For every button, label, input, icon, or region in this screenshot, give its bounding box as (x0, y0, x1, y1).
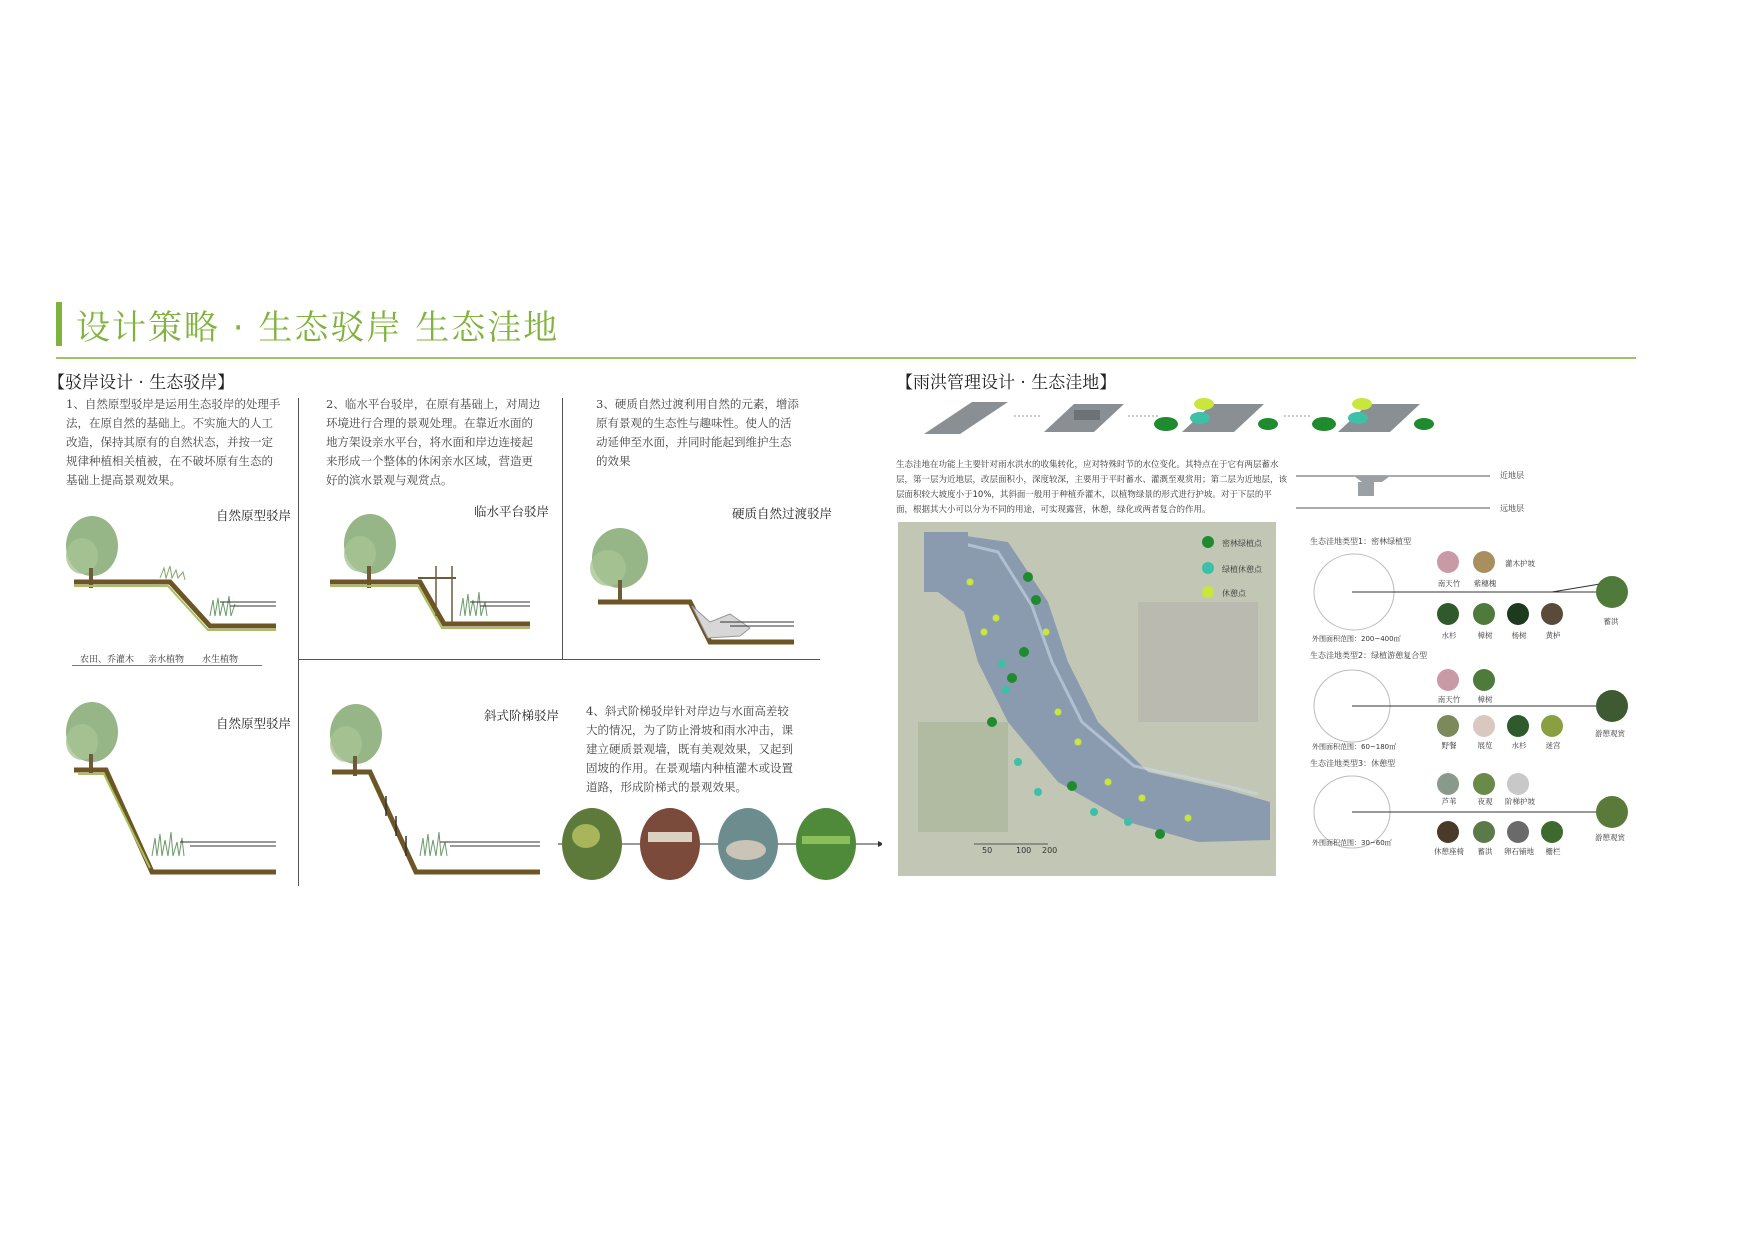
swale-type-1-title: 生态洼地类型1：密林绿植型 (1310, 537, 1412, 546)
t3-area: 外围面积范围：30~60㎡ (1312, 839, 1392, 847)
legend-label-rest-green: 绿植休憩点 (1222, 565, 1262, 574)
title-divider (56, 357, 1636, 359)
t1-bottom-node-1: 水杉 (1441, 631, 1457, 640)
t3-top-node-2: 夜观 (1477, 797, 1493, 806)
t2-top-node-1: 南天竹 (1437, 695, 1461, 704)
legend-swatch-rest-green (1202, 562, 1214, 574)
zone-label-hydrophilic: 亲水植物 (148, 655, 185, 665)
diagram-label-natural-1: 自然原型驳岸 (216, 508, 292, 523)
swale-type-3-title: 生态洼地类型3：休憩型 (1310, 759, 1396, 768)
revetment-text-1: 1、自然原型驳岸是运用生态驳岸的处理手法，在原自然的基础上。不实施大的人工改造，保持其原有的自然状态，并按一定规律种植相关植被，在不破坏原有生态的基础上提高景观效果。 (66, 397, 281, 487)
layer-label-near: 近地层 (1500, 471, 1524, 480)
t1-end-node: 蓄洪 (1603, 617, 1619, 626)
legend-swatch-rest (1202, 586, 1214, 598)
t3-top-node-3: 阶梯护坡 (1505, 797, 1535, 806)
t1-area: 外围面积范围：200~400㎡ (1312, 635, 1401, 643)
t2-bottom-node-3: 水杉 (1511, 741, 1527, 750)
section-diagram-natural-1 (60, 508, 290, 636)
legend-swatch-forest (1202, 536, 1214, 548)
legend-label-rest: 休憩点 (1222, 589, 1246, 598)
map-scale-2: 100 (1016, 846, 1032, 855)
swale-process-diagram (924, 394, 1444, 436)
swale-layer-section (1296, 468, 1506, 512)
section-diagram-hard-transition (580, 518, 810, 648)
diagram-label-platform: 临水平台驳岸 (474, 504, 550, 519)
bank-photo-strip (558, 806, 882, 882)
t2-top-node-2: 樟树 (1477, 695, 1493, 704)
t2-bottom-node-4: 迷宫 (1545, 741, 1561, 750)
section-diagram-platform (320, 506, 550, 636)
section-diagram-stepped (320, 696, 550, 876)
diagram-label-hard-transition: 硬质自然过渡驳岸 (732, 506, 833, 521)
zone-label-farmland: 农田、乔灌木 (80, 655, 135, 665)
zone-label-aquatic: 水生植物 (202, 655, 239, 665)
legend-label-forest: 密林绿植点 (1222, 539, 1262, 548)
flood-section-title: 【雨洪管理设计 · 生态洼地】 (896, 373, 1117, 393)
t2-area: 外围面积范围：60~180㎡ (1312, 743, 1397, 751)
diagram-label-natural-2: 自然原型驳岸 (216, 716, 292, 731)
revetment-text-4: 4、斜式阶梯驳岸针对岸边与水面高差较大的情况，为了防止滑坡和雨水冲击，课建立硬质景观墙，既有美观效果，又起到固坡的作用。在景观墙内种植灌木或设置道路，形成阶梯式的景观效果。 (586, 704, 793, 794)
t3-bottom-node-4: 栅栏 (1545, 847, 1561, 856)
map-scale-1: 50 (982, 846, 993, 855)
t3-end-node: 游憩观赏 (1595, 833, 1625, 842)
page-title: 设计策略 · 生态驳岸 生态洼地 (76, 308, 560, 348)
t3-bottom-node-1: 休憩座椅 (1434, 847, 1464, 856)
t2-bottom-node-2: 展览 (1477, 741, 1493, 750)
grid-line-h1 (298, 659, 820, 660)
revetment-section-title: 【驳岸设计 · 生态驳岸】 (48, 373, 235, 393)
revetment-text-3: 3、硬质自然过渡利用自然的元素，增添原有景观的生态性与趣味性。使人的活动延伸至水面，并同时能起到维护生态的效果 (596, 397, 799, 468)
t1-bottom-node-2: 樟树 (1477, 631, 1493, 640)
title-accent-bar (56, 302, 62, 346)
t1-top-node-1: 南天竹 (1437, 579, 1461, 588)
swale-type-2-title: 生态洼地类型2：绿植游憩复合型 (1310, 651, 1428, 660)
diagram-label-stepped: 斜式阶梯驳岸 (484, 708, 560, 723)
t3-top-node-1: 芦苇 (1441, 797, 1457, 806)
grid-line-v1 (298, 398, 299, 886)
t1-bottom-node-4: 黄栌 (1545, 631, 1561, 640)
layer-label-far: 远地层 (1500, 504, 1524, 513)
swale-type-1-diagram (1312, 548, 1642, 638)
revetment-text-2: 2、临水平台驳岸，在原有基础上，对周边环境进行合理的景观处理。在靠近水面的地方架设亲水平台，将水面和岸边连接起来形成一个整体的休闲亲水区域，营造更好的滨水景观与观赏点。 (326, 397, 541, 487)
section-diagram-natural-2 (60, 696, 290, 876)
t2-bottom-node-1: 野餐 (1441, 741, 1457, 750)
grid-line-v2 (562, 398, 563, 660)
t1-bottom-node-3: 杨树 (1511, 631, 1527, 640)
t2-end-node: 游憩观赏 (1595, 729, 1625, 738)
zone-bar-line (72, 665, 262, 666)
t3-bottom-node-3: 卵石铺地 (1504, 847, 1534, 856)
swale-description: 生态洼地在功能上主要针对雨水洪水的收集转化，应对特殊时节的水位变化。其特点在于它有两层蓄水层，第一层为近地层，改层面积小，深度较深，主要用于平时蓄水、灌溉至观赏用；第二层为近地层，该层面积较大坡度小于10%，其斜面一般用于种植乔灌木，以植物绿景的形式进行护坡。对于下层的平面，根据其大小可以分为不同的用途，可实现露营，休憩，绿化或两者复合的作用。 (896, 460, 1288, 515)
map-scale-3: 200 (1042, 846, 1058, 855)
t1-top-extra: 灌木护坡 (1505, 559, 1535, 568)
t1-top-node-2: 紫穗槐 (1473, 579, 1497, 588)
t3-bottom-node-2: 蓄洪 (1477, 847, 1493, 856)
site-plan-map (898, 522, 1276, 876)
